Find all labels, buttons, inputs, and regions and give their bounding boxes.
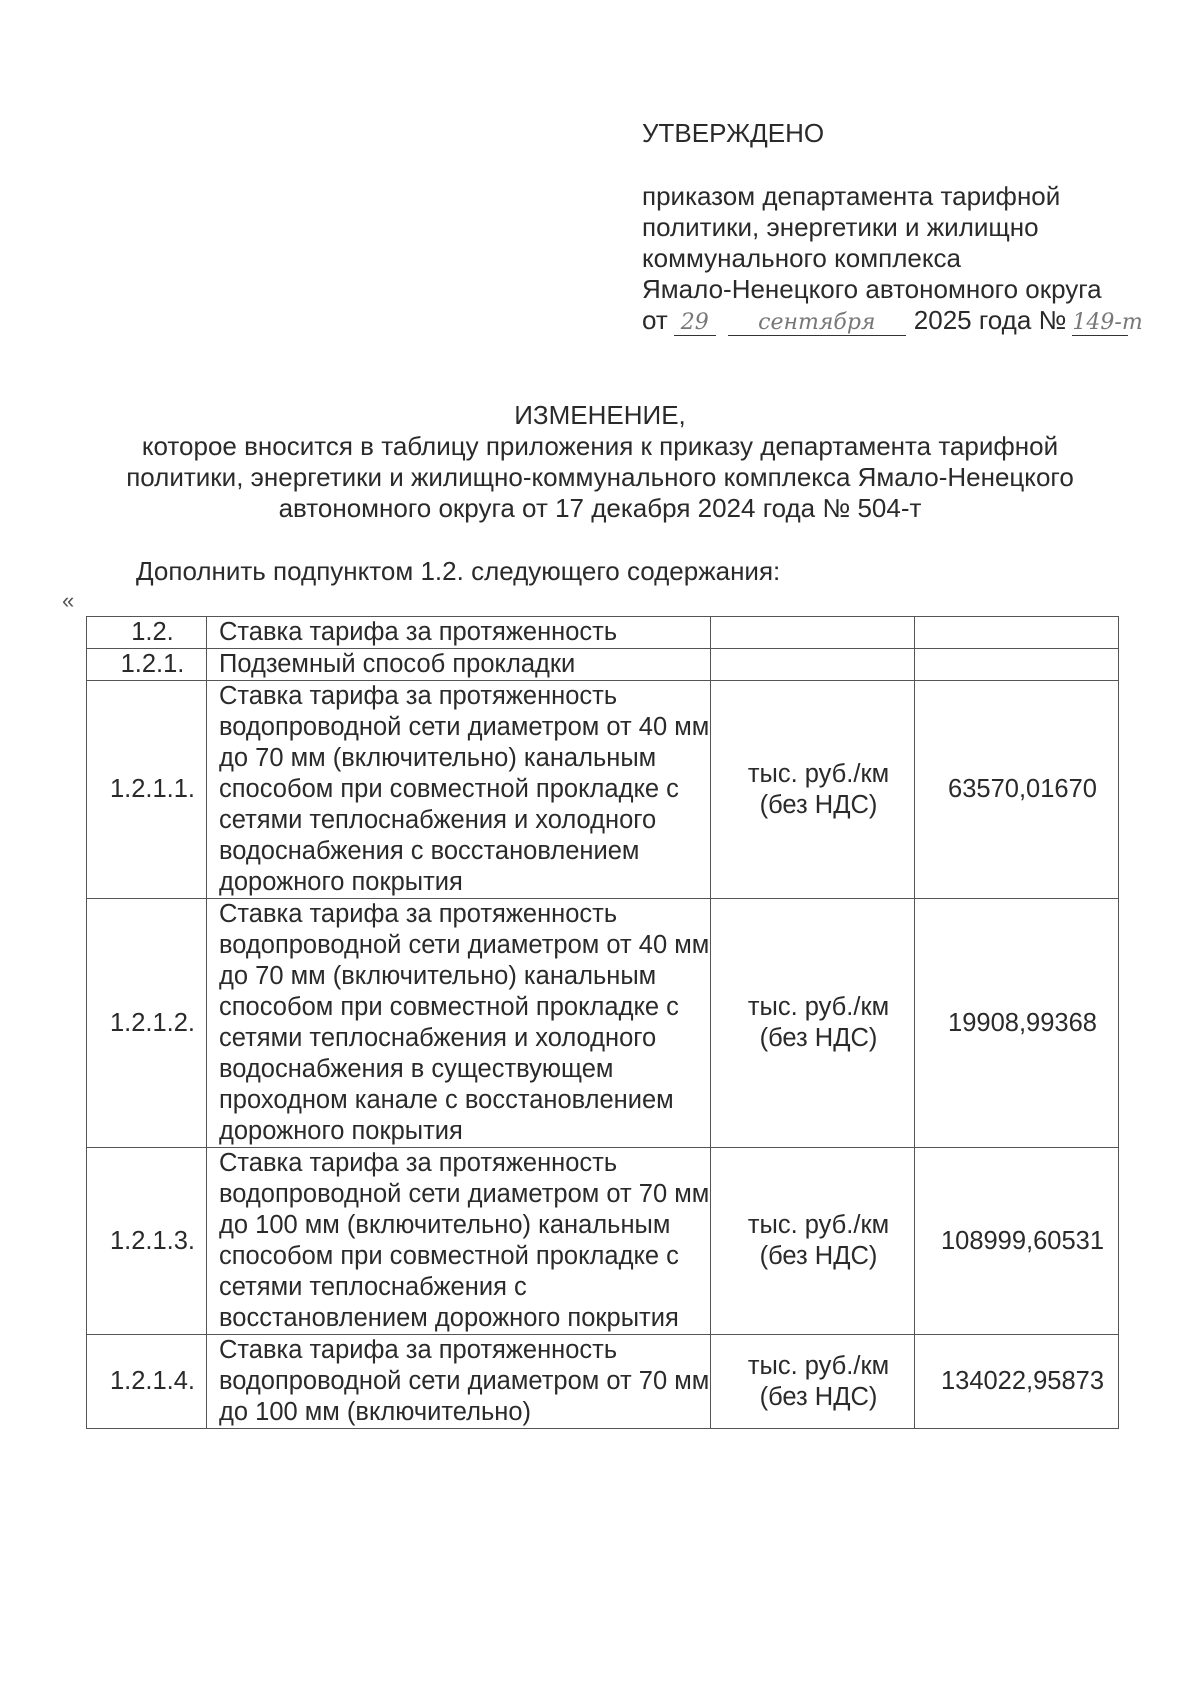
table-row [87, 1335, 1119, 1429]
handwritten-month: сентября [728, 311, 906, 336]
table-row [87, 899, 1119, 1148]
handwritten-order-number: 149-т [1072, 310, 1143, 335]
row-value: 108999,60531 [915, 1148, 1119, 1335]
row-description: Ставка тарифа за протяженность водопроводной сети диаметром от 70 мм до 100 мм (включительно) канальным способом при совместной прокладке с сетями теплоснабжения с восстановлением дорожного покрытия [207, 1148, 711, 1335]
opening-quote-mark: « [62, 588, 75, 613]
row-description: Ставка тарифа за протяженность водопроводной сети диаметром от 40 мм до 70 мм (включительно) канальным способом при совместной прокладке с сетями теплоснабжения и холодного водоснабжения с восстановлением дорожного покрытия [207, 681, 711, 899]
approval-date-line [642, 305, 1162, 336]
document-title [60, 400, 1140, 524]
approval-line: Ямало-Ненецкого автономного округа [642, 274, 1102, 304]
table-row [87, 617, 1119, 649]
supplement-text: Дополнить подпунктом 1.2. следующего содержания: [136, 556, 781, 586]
handwritten-day: 29 [674, 311, 716, 336]
row-unit: тыс. руб./км (без НДС) [711, 1148, 915, 1335]
row-unit [711, 649, 915, 681]
approval-block [642, 118, 1162, 336]
row-value: 63570,01670 [915, 681, 1119, 899]
row-value [915, 617, 1119, 649]
date-year: 2025 года № [913, 305, 1067, 335]
row-description: Подземный способ прокладки [207, 649, 711, 681]
date-prefix: от [642, 305, 668, 335]
row-number: 1.2.1.4. [87, 1335, 207, 1429]
row-value [915, 649, 1119, 681]
table-row [87, 649, 1119, 681]
row-unit: тыс. руб./км (без НДС) [711, 1335, 915, 1429]
row-description: Ставка тарифа за протяженность [207, 617, 711, 649]
approval-line: приказом департамента тарифной [642, 181, 1061, 211]
title-line: политики, энергетики и жилищно-коммунального комплекса Ямало-Ненецкого [126, 462, 1074, 492]
row-unit: тыс. руб./км (без НДС) [711, 899, 915, 1148]
row-value: 134022,95873 [915, 1335, 1119, 1429]
approval-line: политики, энергетики и жилищно [642, 212, 1039, 242]
row-number: 1.2.1.3. [87, 1148, 207, 1335]
row-description: Ставка тарифа за протяженность водопроводной сети диаметром от 70 мм до 100 мм (включительно) [207, 1335, 711, 1429]
table-row [87, 681, 1119, 899]
row-description: Ставка тарифа за протяженность водопроводной сети диаметром от 40 мм до 70 мм (включительно) канальным способом при совместной прокладке с сетями теплоснабжения и холодного водоснабжения в существующем проходном канале с восстановлением дорожного покрытия [207, 899, 711, 1148]
table-row [87, 1148, 1119, 1335]
title-line: которое вносится в таблицу приложения к приказу департамента тарифной [141, 431, 1059, 461]
row-number: 1.2.1.1. [87, 681, 207, 899]
approval-heading: УТВЕРЖДЕНО [642, 118, 825, 148]
row-number: 1.2.1.2. [87, 899, 207, 1148]
row-number: 1.2.1. [87, 649, 207, 681]
tariff-table [86, 616, 1119, 1429]
row-unit [711, 617, 915, 649]
row-value: 19908,99368 [915, 899, 1119, 1148]
row-unit: тыс. руб./км (без НДС) [711, 681, 915, 899]
row-number: 1.2. [87, 617, 207, 649]
approval-line: коммунального комплекса [642, 243, 961, 273]
title-heading: ИЗМЕНЕНИЕ, [514, 400, 686, 430]
title-line: автономного округа от 17 декабря 2024 года № 504-т [278, 493, 922, 523]
